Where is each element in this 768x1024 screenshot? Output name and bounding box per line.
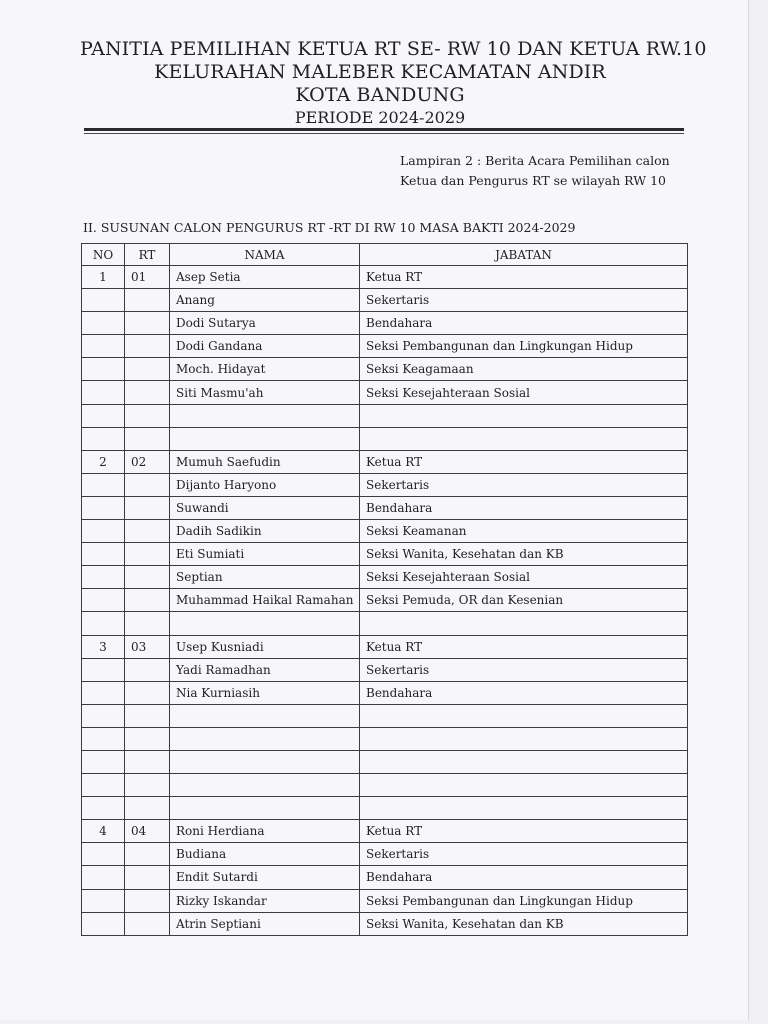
header-divider-thin bbox=[84, 133, 684, 134]
cell-jabatan: Ketua RT bbox=[360, 450, 688, 473]
cell-rt: 04 bbox=[125, 820, 170, 843]
cell-no bbox=[82, 381, 125, 404]
cell-nama bbox=[170, 404, 360, 427]
cell-no bbox=[82, 335, 125, 358]
cell-rt bbox=[125, 520, 170, 543]
cell-nama: Siti Masmu'ah bbox=[170, 381, 360, 404]
table-row bbox=[82, 404, 688, 427]
cell-no bbox=[82, 520, 125, 543]
cell-jabatan: Seksi Pemuda, OR dan Kesenian bbox=[360, 589, 688, 612]
cell-nama: Endit Sutardi bbox=[170, 866, 360, 889]
cell-no bbox=[82, 727, 125, 750]
table-row bbox=[82, 820, 688, 843]
cell-nama: Muhammad Haikal Ramahan bbox=[170, 589, 360, 612]
header-divider bbox=[84, 128, 684, 131]
cell-no: 1 bbox=[82, 266, 125, 289]
cell-jabatan bbox=[360, 797, 688, 820]
cell-jabatan: Sekertaris bbox=[360, 473, 688, 496]
cell-no bbox=[82, 589, 125, 612]
table-row bbox=[82, 658, 688, 681]
cell-rt bbox=[125, 843, 170, 866]
table-row bbox=[82, 520, 688, 543]
table-row bbox=[82, 866, 688, 889]
cell-no bbox=[82, 612, 125, 635]
cell-jabatan: Seksi Wanita, Kesehatan dan KB bbox=[360, 543, 688, 566]
cell-no bbox=[82, 543, 125, 566]
cell-nama: Mumuh Saefudin bbox=[170, 450, 360, 473]
cell-nama bbox=[170, 727, 360, 750]
table-row bbox=[82, 727, 688, 750]
cell-rt bbox=[125, 704, 170, 727]
cell-nama: Dodi Sutarya bbox=[170, 312, 360, 335]
table-row bbox=[82, 543, 688, 566]
cell-jabatan: Seksi Kesejahteraan Sosial bbox=[360, 566, 688, 589]
cell-no bbox=[82, 496, 125, 519]
cell-jabatan: Sekertaris bbox=[360, 289, 688, 312]
cell-jabatan: Bendahara bbox=[360, 866, 688, 889]
cell-rt bbox=[125, 543, 170, 566]
table-row bbox=[82, 335, 688, 358]
cell-rt bbox=[125, 358, 170, 381]
column-header-jabatan: JABATAN bbox=[360, 244, 688, 266]
cell-rt bbox=[125, 312, 170, 335]
cell-rt bbox=[125, 289, 170, 312]
cell-jabatan: Seksi Wanita, Kesehatan dan KB bbox=[360, 912, 688, 935]
table-row bbox=[82, 427, 688, 450]
cell-no: 4 bbox=[82, 820, 125, 843]
cell-nama: Anang bbox=[170, 289, 360, 312]
document-header bbox=[80, 38, 707, 129]
attachment-note bbox=[400, 151, 670, 191]
cell-no bbox=[82, 312, 125, 335]
table-row bbox=[82, 704, 688, 727]
cell-no bbox=[82, 473, 125, 496]
cell-rt bbox=[125, 427, 170, 450]
cell-jabatan: Ketua RT bbox=[360, 635, 688, 658]
cell-no bbox=[82, 774, 125, 797]
cell-rt: 01 bbox=[125, 266, 170, 289]
cell-jabatan: Seksi Kesejahteraan Sosial bbox=[360, 381, 688, 404]
cell-rt bbox=[125, 681, 170, 704]
table-row bbox=[82, 496, 688, 519]
cell-nama: Septian bbox=[170, 566, 360, 589]
cell-nama bbox=[170, 750, 360, 773]
cell-no bbox=[82, 427, 125, 450]
cell-nama bbox=[170, 797, 360, 820]
cell-rt bbox=[125, 496, 170, 519]
cell-jabatan bbox=[360, 727, 688, 750]
table-row bbox=[82, 450, 688, 473]
cell-rt: 03 bbox=[125, 635, 170, 658]
table-row bbox=[82, 358, 688, 381]
cell-no bbox=[82, 750, 125, 773]
cell-rt bbox=[125, 727, 170, 750]
cell-jabatan: Sekertaris bbox=[360, 843, 688, 866]
attachment-line-2: Ketua dan Pengurus RT se wilayah RW 10 bbox=[400, 173, 666, 188]
candidate-roster-table bbox=[81, 243, 688, 936]
cell-rt bbox=[125, 658, 170, 681]
cell-rt bbox=[125, 866, 170, 889]
table-row bbox=[82, 750, 688, 773]
cell-jabatan bbox=[360, 427, 688, 450]
cell-no: 3 bbox=[82, 635, 125, 658]
table-row bbox=[82, 912, 688, 935]
cell-jabatan: Bendahara bbox=[360, 312, 688, 335]
cell-no bbox=[82, 289, 125, 312]
cell-jabatan: Sekertaris bbox=[360, 658, 688, 681]
header-city: KOTA BANDUNG bbox=[295, 84, 465, 106]
cell-nama: Dodi Gandana bbox=[170, 335, 360, 358]
cell-rt bbox=[125, 612, 170, 635]
table-row bbox=[82, 266, 688, 289]
cell-nama: Eti Sumiati bbox=[170, 543, 360, 566]
cell-rt bbox=[125, 335, 170, 358]
table-header-row bbox=[82, 244, 688, 266]
cell-nama: Moch. Hidayat bbox=[170, 358, 360, 381]
cell-jabatan bbox=[360, 750, 688, 773]
cell-rt: 02 bbox=[125, 450, 170, 473]
table-row bbox=[82, 381, 688, 404]
cell-no bbox=[82, 681, 125, 704]
cell-rt bbox=[125, 797, 170, 820]
cell-no: 2 bbox=[82, 450, 125, 473]
cell-jabatan: Seksi Pembangunan dan Lingkungan Hidup bbox=[360, 335, 688, 358]
cell-no bbox=[82, 658, 125, 681]
section-title: II. SUSUNAN CALON PENGURUS RT -RT DI RW 10 MASA BAKTI 2024-2029 bbox=[83, 220, 576, 235]
table-row bbox=[82, 635, 688, 658]
header-period: PERIODE 2024-2029 bbox=[294, 108, 466, 127]
cell-no bbox=[82, 566, 125, 589]
table-row bbox=[82, 797, 688, 820]
table-row bbox=[82, 289, 688, 312]
table-row bbox=[82, 566, 688, 589]
cell-jabatan bbox=[360, 404, 688, 427]
cell-nama: Dijanto Haryono bbox=[170, 473, 360, 496]
cell-nama: Asep Setia bbox=[170, 266, 360, 289]
table-row bbox=[82, 589, 688, 612]
cell-nama: Usep Kusniadi bbox=[170, 635, 360, 658]
table-row bbox=[82, 681, 688, 704]
cell-jabatan bbox=[360, 774, 688, 797]
cell-jabatan bbox=[360, 612, 688, 635]
cell-rt bbox=[125, 912, 170, 935]
cell-nama bbox=[170, 774, 360, 797]
cell-rt bbox=[125, 774, 170, 797]
cell-rt bbox=[125, 589, 170, 612]
cell-jabatan: Ketua RT bbox=[360, 820, 688, 843]
cell-rt bbox=[125, 889, 170, 912]
cell-rt bbox=[125, 750, 170, 773]
cell-no bbox=[82, 866, 125, 889]
table-row bbox=[82, 612, 688, 635]
cell-no bbox=[82, 704, 125, 727]
cell-nama bbox=[170, 612, 360, 635]
cell-jabatan bbox=[360, 704, 688, 727]
header-district: KELURAHAN MALEBER KECAMATAN ANDIR bbox=[154, 61, 606, 83]
cell-no bbox=[82, 797, 125, 820]
cell-jabatan: Bendahara bbox=[360, 681, 688, 704]
cell-no bbox=[82, 843, 125, 866]
cell-jabatan: Seksi Pembangunan dan Lingkungan Hidup bbox=[360, 889, 688, 912]
cell-nama: Yadi Ramadhan bbox=[170, 658, 360, 681]
table-row bbox=[82, 312, 688, 335]
cell-nama bbox=[170, 704, 360, 727]
cell-rt bbox=[125, 566, 170, 589]
column-header-no: NO bbox=[82, 244, 125, 266]
column-header-rt: RT bbox=[125, 244, 170, 266]
cell-jabatan: Seksi Keagamaan bbox=[360, 358, 688, 381]
cell-no bbox=[82, 404, 125, 427]
attachment-line-1: Lampiran 2 : Berita Acara Pemilihan calon bbox=[400, 153, 670, 168]
column-header-nama: NAMA bbox=[170, 244, 360, 266]
cell-rt bbox=[125, 404, 170, 427]
cell-jabatan: Bendahara bbox=[360, 496, 688, 519]
cell-nama: Roni Herdiana bbox=[170, 820, 360, 843]
cell-rt bbox=[125, 381, 170, 404]
cell-nama: Dadih Sadikin bbox=[170, 520, 360, 543]
cell-nama: Budiana bbox=[170, 843, 360, 866]
table-row bbox=[82, 473, 688, 496]
cell-nama: Atrin Septiani bbox=[170, 912, 360, 935]
cell-jabatan: Ketua RT bbox=[360, 266, 688, 289]
cell-rt bbox=[125, 473, 170, 496]
cell-no bbox=[82, 358, 125, 381]
cell-nama: Rizky Iskandar bbox=[170, 889, 360, 912]
table-row bbox=[82, 843, 688, 866]
table-row bbox=[82, 774, 688, 797]
cell-nama bbox=[170, 427, 360, 450]
cell-nama: Nia Kurniasih bbox=[170, 681, 360, 704]
table-body bbox=[82, 266, 688, 936]
cell-nama: Suwandi bbox=[170, 496, 360, 519]
cell-no bbox=[82, 889, 125, 912]
header-committee-title: PANITIA PEMILIHAN KETUA RT SE- RW 10 DAN KETUA RW.10 bbox=[80, 38, 707, 60]
table-row bbox=[82, 889, 688, 912]
cell-no bbox=[82, 912, 125, 935]
cell-jabatan: Seksi Keamanan bbox=[360, 520, 688, 543]
